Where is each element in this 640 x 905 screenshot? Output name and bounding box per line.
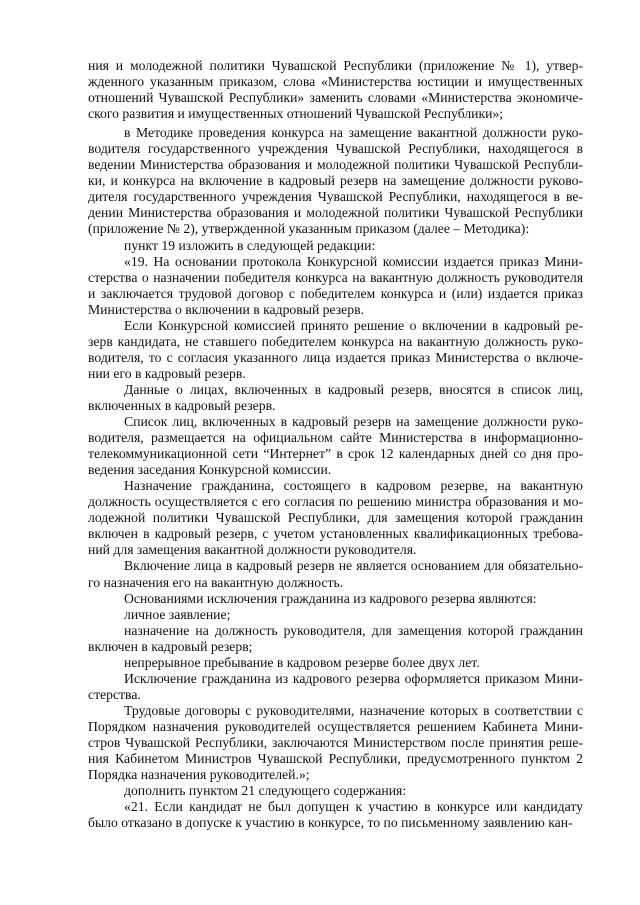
document-page — [88, 58, 583, 858]
paragraph-exclusion-order: Исключение гражданина из кадрового резерва оформляется приказом Министерства. — [88, 670, 583, 702]
paragraph-item-21: «21. Если кандидат не был допущен к участию в конкурсе или кандидату было отказано в допуске к участию в конкурсе, то по письменному заявлению кан- — [88, 799, 583, 831]
paragraph-continuation: ния и молодежной политики Чувашской Республики (приложение № 1), утвержденного указанным приказом, слова «Министерства юстиции и имущественных отношений Чувашской Республики» заменить словами «Министерства экономического развития и имущественных отношений Чувашской Республики»; — [88, 58, 583, 122]
paragraph-methodology: в Методике проведения конкурса на замещение вакантной должности руководителя государственного учреждения Чувашской Республики, находящегося в ведении Министерства образования и молодежной политики Чувашской Республики, и конкурса на включение в кадровый резерв на замещение должности руководителя государственного учреждения Чувашской Республики, находящегося в ведении Министерства образования и молодежной политики Чувашской Республики (приложение № 2), утвержденной указанным приказом (далее – Методика): — [88, 125, 583, 237]
paragraph-exclusion-grounds: Основаниями исключения гражданина из кадрового резерва являются: — [124, 590, 537, 606]
paragraph-ground-appointment: назначение на должность руководителя, для замещения которой гражданин включен в кадровый резерв; — [88, 622, 583, 654]
paragraph-item-21-intro: дополнить пунктом 21 следующего содержания: — [124, 783, 407, 799]
paragraph-appointment: Назначение гражданина, состоящего в кадровом резерве, на вакантную должность осуществляется с его согласия по решению министра образования и молодежной политики Чувашской Республики, для замещения которой гражданин включен в кадровый резерв, с учетом установленных квалификационных требований для замещения вакантной должности руководителя. — [88, 478, 583, 558]
paragraph-list-publication: Список лиц, включенных в кадровый резерв на замещение должности руководителя, размещается на официальном сайте Министерства в информационно-телекоммуникационной сети “Интернет” в срок 12 календарных дней со дня проведения заседания Конкурсной комиссии. — [88, 414, 583, 478]
paragraph-reserve-decision: Если Конкурсной комиссией принято решение о включении в кадровый резерв кандидата, не ставшего победителем конкурса на вакантную должность руководителя, то с согласия указанного лица издается приказ Министерства о включении его в кадровый резерв. — [88, 317, 583, 381]
paragraph-labor-contracts: Трудовые договоры с руководителями, назначение которых в соответствии с Порядком назначения руководителей осуществляется решением Кабинета Министров Чувашской Республики, заключаются Министерством после принятия решения Кабинетом Министров Чувашской Республики, предусмотренного пунктом 2 Порядка назначения руководителей.»; — [88, 702, 583, 783]
paragraph-inclusion-not-basis: Включение лица в кадровый резерв не является основанием для обязательного назначения его на вакантную должность. — [88, 558, 583, 590]
paragraph-reserve-list: Данные о лицах, включенных в кадровый резерв, вносятся в список лиц, включенных в кадровый резерв. — [88, 381, 583, 413]
paragraph-ground-two-years: непрерывное пребывание в кадровом резерве более двух лет. — [124, 654, 480, 670]
paragraph-ground-personal-statement: личное заявление; — [124, 606, 231, 622]
paragraph-item-19: «19. На основании протокола Конкурсной комиссии издается приказ Министерства о назначении победителя конкурса на вакантную должность руководителя и заключается трудовой договор с победителем конкурса и (или) издается приказ Министерства о включении в кадровый резерв. — [88, 253, 583, 317]
paragraph-item-19-intro: пункт 19 изложить в следующей редакции: — [124, 237, 376, 253]
